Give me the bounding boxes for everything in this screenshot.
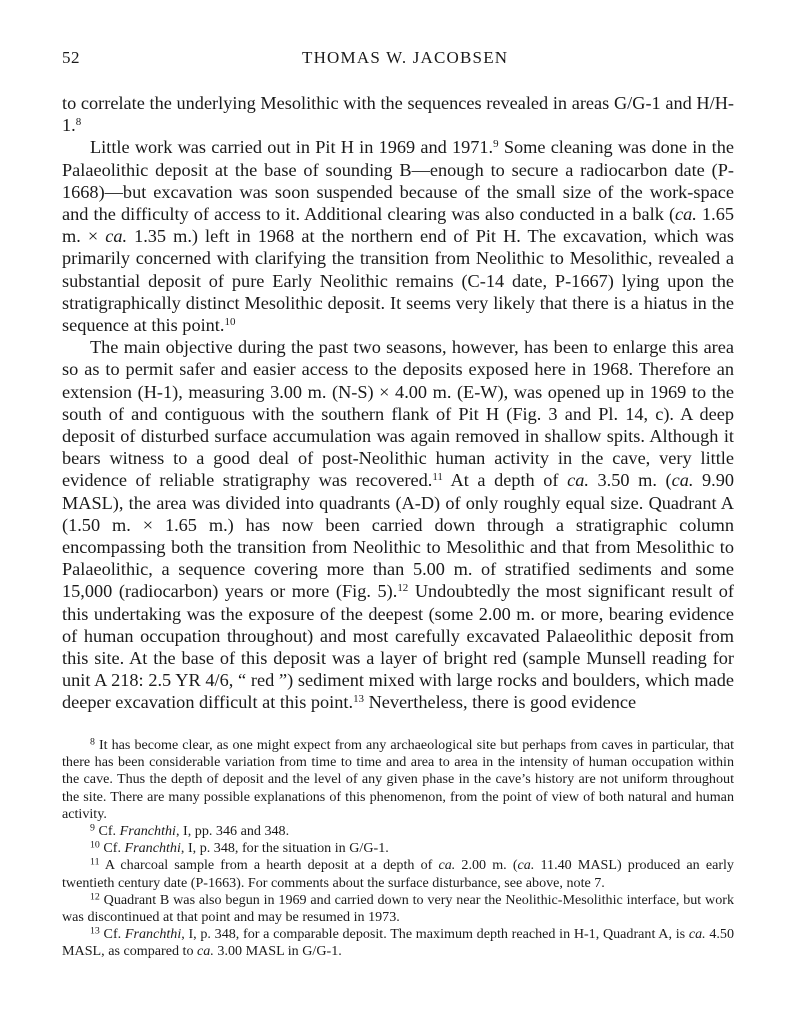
footnote-text: , I, p. 348, for the situation in G/G-1.	[180, 840, 389, 857]
footnote-ref-9: 9	[493, 138, 499, 151]
paragraph-2-text: Some cleaning was done in the Palaeolithic deposit at the base of sounding B—enough to secure a radiocarbon date (P-1668)—but excavation was soon suspended because of the small size of the work-space and the difficulty of access to it. Additional clearing was also conducted in a balk (	[62, 137, 735, 225]
footnote-ref-12: 12	[397, 582, 409, 595]
page-header	[62, 48, 734, 74]
footnote-ref-8: 8	[75, 116, 82, 129]
paragraph-3-text: 3.50 m. (	[588, 470, 672, 491]
footnote-10	[62, 840, 734, 857]
footnote-number: 12	[90, 891, 100, 903]
footnote-text: 4.50 MASL, as compared to	[62, 926, 734, 960]
footnote-text: Quadrant B was also begun in 1969 and carried down to very near the Neolithic-Mesolithic interface, but work was discontinued at that point and may be resumed in 1973.	[62, 891, 734, 926]
body-text	[62, 92, 734, 714]
footnote-text: A charcoal sample from a hearth deposit at a depth of	[99, 857, 439, 874]
work-title: Franchthi	[119, 823, 176, 840]
footnote-9	[62, 823, 734, 840]
circa-abbrev: ca.	[517, 857, 535, 874]
circa-abbrev: ca.	[438, 857, 456, 874]
paragraph-1	[62, 92, 734, 136]
paragraph-2	[62, 136, 734, 336]
footnote-text: Cf.	[99, 840, 125, 857]
paragraph-3-text: 9.90 MASL), the area was divided into quadrants (A-D) of only roughly equal size. Quadrant A (1.50 m. × 1.65 m.) has now been carried down through a stratigraphic column encompassing both the transition from Neolithic to Mesolithic and that from Mesolithic to Palaeolithic, a sequence covering more than 5.00 m. of stratified sediments and some 15,000 (radiocarbon) years or more (Fig. 5).	[62, 470, 735, 602]
circa-abbrev: ca.	[688, 926, 706, 943]
circa-abbrev: ca.	[105, 226, 128, 247]
footnote-number: 11	[90, 856, 100, 868]
circa-abbrev: ca.	[197, 943, 214, 960]
running-head: THOMAS W. JACOBSEN	[302, 48, 509, 67]
footnote-13	[62, 926, 734, 960]
footnote-number: 10	[90, 839, 100, 851]
paragraph-2-text: 1.35 m.) left in 1968 at the northern end of Pit H. The excavation, which was primarily concerned with clarifying the transition from Neolithic to Mesolithic, revealed a substantial deposit of pure Early Neolithic remains (C-14 date, P-1667) lying upon the stratigraphically distinct Mesolithic deposit. It seems very likely that there is a hiatus in the sequence at this point.	[62, 226, 734, 336]
paragraph-3-text: At a depth of	[442, 470, 568, 491]
paragraph-2-text: Little work was carried out in Pit H in 1969 and 1971.	[90, 137, 494, 158]
paragraph-2-text: 1.65 m. ×	[62, 204, 734, 247]
paragraph-3-text: Nevertheless, there is good evidence	[364, 692, 637, 713]
circa-abbrev: ca.	[675, 204, 697, 225]
footnote-text: , I, pp. 346 and 348.	[175, 823, 290, 840]
footnote-text: Cf.	[94, 823, 120, 840]
footnote-number: 8	[90, 736, 95, 748]
footnote-number: 9	[90, 822, 95, 834]
footnote-text: 2.00 m. (	[455, 857, 518, 874]
footnote-ref-10: 10	[224, 316, 236, 328]
page-number: 52	[62, 48, 80, 67]
footnote-8	[62, 737, 734, 823]
footnote-number: 13	[90, 925, 100, 937]
footnote-text: 3.00 MASL in G/G-1.	[213, 943, 342, 960]
footnote-text: , I, p. 348, for a comparable deposit. The maximum depth reached in H-1, Quadrant A, is	[181, 926, 689, 943]
paragraph-3	[62, 336, 734, 713]
footnote-11	[62, 857, 734, 891]
circa-abbrev: ca.	[567, 470, 589, 491]
paragraph-1-text: to correlate the underlying Mesolithic with the sequences revealed in areas G/G-1 and H/H-1.	[62, 93, 734, 136]
footnote-text: Cf.	[99, 926, 125, 943]
footnotes	[62, 737, 734, 961]
footnote-ref-13: 13	[353, 693, 365, 706]
paragraph-3-text: Undoubtedly the most significant result of this undertaking was the exposure of the deepest (some 2.00 m. or more, bearing evidence of human occupation throughout) and most carefully excavated Palaeolithic deposit from this site. At the base of this deposit was a layer of bright red (sample Munsell reading for unit A 218: 2.5 YR 4/6, “ red ”) sediment mixed with large rocks and boulders, which made deeper excavation difficult at this point.	[62, 581, 734, 713]
footnote-12	[62, 892, 734, 926]
paragraph-3-text: The main objective during the past two seasons, however, has been to enlarge this area so as to permit safer and easier access to the deposits exposed here in 1968. Therefore an extension (H-1), measuring 3.00 m. (N-S) × 4.00 m. (E-W), was opened up in 1969 to the south of and contiguous with the southern flank of Pit H (Fig. 3 and Pl. 14, c). A deep deposit of disturbed surface accumulation was again removed in shallow spits. Although it bears witness to a good deal of post-Neolithic human activity in the cave, very little evidence of reliable stratigraphy was recovered.	[62, 337, 734, 491]
work-title: Franchthi	[124, 926, 182, 943]
footnote-text: 11.40 MASL) produced an early twentieth century date (P-1663). For comments about the surface disturbance, see above, note 7.	[62, 857, 734, 891]
work-title: Franchthi	[124, 840, 181, 857]
circa-abbrev: ca.	[671, 470, 694, 491]
footnote-text: It has become clear, as one might expect from any archaeological site but perhaps from caves in particular, that there has been considerable variation from time to time and area to area in the intensity of human occupation within the cave. Thus the depth of deposit and the level of any given phase in the cave’s history are not uniform throughout the site. There are many possible explanations of this phenomenon, from the point of view of both natural and human activity.	[62, 737, 734, 822]
footnote-ref-11: 11	[432, 471, 443, 484]
